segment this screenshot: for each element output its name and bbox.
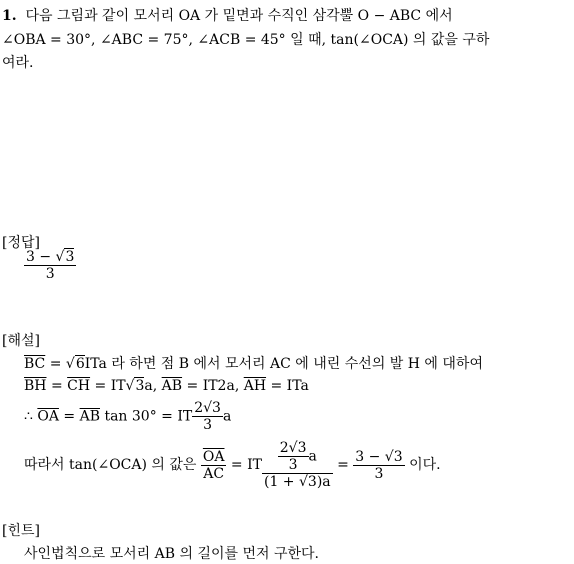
solution-line-4: 따라서 tan(∠OCA) 의 값은 $\frac{\overline{OA}}{AC}$ = IT $\frac{2√3}{3}$ a (1 + √3)a = $\frac{3 - √3}{3}$ 이다. [24,440,441,491]
problem-number: 1. [2,8,17,24]
problem-text-1: 다음 그림과 같이 모서리 OA 가 밑면과 수직인 삼각뿔 O − ABC 에서 [25,8,453,24]
segment-bh: $\overline{BH}$ [24,378,47,394]
hint-header: [힌트] [2,523,40,539]
answer-numerator: 3 − √3 [26,249,75,265]
solution-line-1: $\overline{BC} = √6ITa$ 라 하면 점 B 에서 모서리 AC 에 내린 수선의 발 H 에 대하여 [24,356,483,372]
oa-ac-fraction: $\frac{\overline{OA}}{AC}$ [202,448,225,482]
answer-fraction [24,249,76,282]
solution-line-3: ∴ $\overline{OA} = \overline{AB}$ tan 30° = IT $\frac{2√3}{3}$ a [24,400,232,434]
solution-line-2: $\overline{BH} = \overline{CH} = IT√3a$, $\overline{AB} = IT2a$, $\overline{AH}$ = ITa [24,378,309,394]
problem-line-2: ∠OBA = 30°, ∠ABC = 75°, ∠ACB = 45° 일 때, tan(∠OCA) 의 값을 구하 [2,32,490,48]
answer-header: [정답] [2,235,40,251]
segment-bc: $\overline{BC}$ [24,356,46,372]
answer-frac [24,249,76,282]
result-fraction: $\frac{3 - √3}{3}$ [355,448,403,482]
segment-ab: $\overline{AB}$ [161,378,183,394]
oa-fraction: $\frac{2√3}{3}$ [194,400,221,434]
tan-fraction: $\frac{2√3}{3}$ a (1 + √3)a [263,440,331,491]
segment-ch: $\overline{CH}$ [67,378,91,394]
hint-text: 사인법칙으로 모서리 AB 의 길이를 먼저 구한다. [24,546,319,562]
answer-denominator: 3 [45,266,55,283]
problem-line-3: 여라. [2,55,34,71]
segment-ab-2: $\overline{AB}$ [79,408,100,425]
problem-line-1 [2,5,453,25]
segment-oa: $\overline{OA}$ [37,408,59,425]
segment-ah: $\overline{AH}$ [243,378,267,394]
solution-header: [해설] [2,333,40,349]
